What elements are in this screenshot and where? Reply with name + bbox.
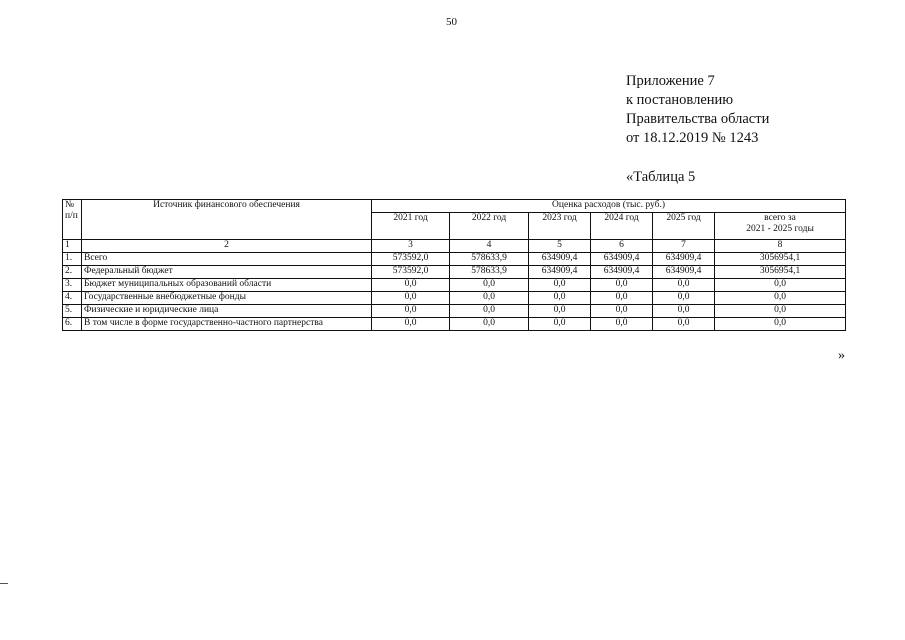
row-value-cell: 573592,0 <box>372 253 450 266</box>
column-number-cell: 3 <box>372 240 450 253</box>
row-value-cell: 634909,4 <box>653 253 715 266</box>
row-value-cell: 0,0 <box>591 305 653 318</box>
row-source-cell: Федеральный бюджет <box>82 266 372 279</box>
column-number-cell: 4 <box>450 240 529 253</box>
header-row <box>63 200 846 213</box>
row-value-cell: 573592,0 <box>372 266 450 279</box>
column-number-cell: 8 <box>715 240 846 253</box>
row-num-cell: 5. <box>63 305 82 318</box>
column-number-cell: 7 <box>653 240 715 253</box>
row-value-cell: 578633,9 <box>450 253 529 266</box>
appendix-line-2: к постановлению <box>626 92 734 108</box>
row-value-cell: 0,0 <box>450 318 529 331</box>
row-total-cell: 0,0 <box>715 292 846 305</box>
table-row <box>63 292 846 305</box>
closing-quote: » <box>838 348 845 363</box>
column-number-cell: 2 <box>82 240 372 253</box>
header-year-cell: 2024 год <box>591 213 653 240</box>
row-value-cell: 0,0 <box>529 279 591 292</box>
row-num-cell: 2. <box>63 266 82 279</box>
page-number: 50 <box>446 16 457 28</box>
table-row <box>63 279 846 292</box>
row-num-cell: 3. <box>63 279 82 292</box>
table-caption: «Таблица 5 <box>626 169 696 185</box>
appendix-line-4: от 18.12.2019 № 1243 <box>626 130 759 146</box>
column-number-cell: 1 <box>63 240 82 253</box>
row-value-cell: 0,0 <box>372 318 450 331</box>
row-value-cell: 0,0 <box>591 318 653 331</box>
header-year-cell: 2022 год <box>450 213 529 240</box>
row-source-cell: Всего <box>82 253 372 266</box>
row-value-cell: 0,0 <box>372 279 450 292</box>
row-value-cell: 0,0 <box>653 292 715 305</box>
row-value-cell: 0,0 <box>653 305 715 318</box>
row-value-cell: 634909,4 <box>591 266 653 279</box>
row-num-cell: 6. <box>63 318 82 331</box>
row-value-cell: 0,0 <box>529 292 591 305</box>
header-total-cell <box>715 213 846 240</box>
table-row <box>63 253 846 266</box>
financing-table <box>62 199 846 331</box>
appendix-header <box>626 72 769 148</box>
row-num-cell: 4. <box>63 292 82 305</box>
table-row <box>63 305 846 318</box>
column-number-cell: 5 <box>529 240 591 253</box>
column-number-cell: 6 <box>591 240 653 253</box>
table-row <box>63 318 846 331</box>
row-value-cell: 0,0 <box>591 279 653 292</box>
row-value-cell: 0,0 <box>372 292 450 305</box>
row-source-cell: В том числе в форме государственно-частного партнерства <box>82 318 372 331</box>
row-value-cell: 634909,4 <box>653 266 715 279</box>
header-num-cell <box>63 200 82 240</box>
row-value-cell: 578633,9 <box>450 266 529 279</box>
header-source-cell: Источник финансового обеспечения <box>82 200 372 240</box>
row-value-cell: 634909,4 <box>529 253 591 266</box>
table-row <box>63 266 846 279</box>
row-source-cell: Физические и юридические лица <box>82 305 372 318</box>
header-year-cell: 2023 год <box>529 213 591 240</box>
column-number-row <box>63 240 846 253</box>
row-value-cell: 0,0 <box>653 318 715 331</box>
row-value-cell: 634909,4 <box>529 266 591 279</box>
row-value-cell: 0,0 <box>529 305 591 318</box>
row-value-cell: 0,0 <box>529 318 591 331</box>
row-value-cell: 0,0 <box>450 305 529 318</box>
row-total-cell: 3056954,1 <box>715 266 846 279</box>
row-total-cell: 0,0 <box>715 318 846 331</box>
appendix-line-1: Приложение 7 <box>626 73 715 89</box>
header-num-label: № п/п <box>65 200 78 221</box>
row-source-cell: Государственные внебюджетные фонды <box>82 292 372 305</box>
row-num-cell: 1. <box>63 253 82 266</box>
appendix-line-3: Правительства области <box>626 111 770 127</box>
row-total-cell: 0,0 <box>715 305 846 318</box>
row-total-cell: 3056954,1 <box>715 253 846 266</box>
header-year-cell: 2021 год <box>372 213 450 240</box>
header-year-cell: 2025 год <box>653 213 715 240</box>
row-value-cell: 0,0 <box>591 292 653 305</box>
row-value-cell: 0,0 <box>653 279 715 292</box>
row-total-cell: 0,0 <box>715 279 846 292</box>
header-total-line-2: 2021 - 2025 годы <box>746 224 814 234</box>
row-value-cell: 0,0 <box>450 279 529 292</box>
scan-edge-mark <box>0 583 8 584</box>
row-value-cell: 0,0 <box>450 292 529 305</box>
row-source-cell: Бюджет муниципальных образований области <box>82 279 372 292</box>
header-total-line-1: всего за <box>764 213 796 223</box>
row-value-cell: 634909,4 <box>591 253 653 266</box>
header-estimate-cell: Оценка расходов (тыс. руб.) <box>372 200 846 213</box>
row-value-cell: 0,0 <box>372 305 450 318</box>
